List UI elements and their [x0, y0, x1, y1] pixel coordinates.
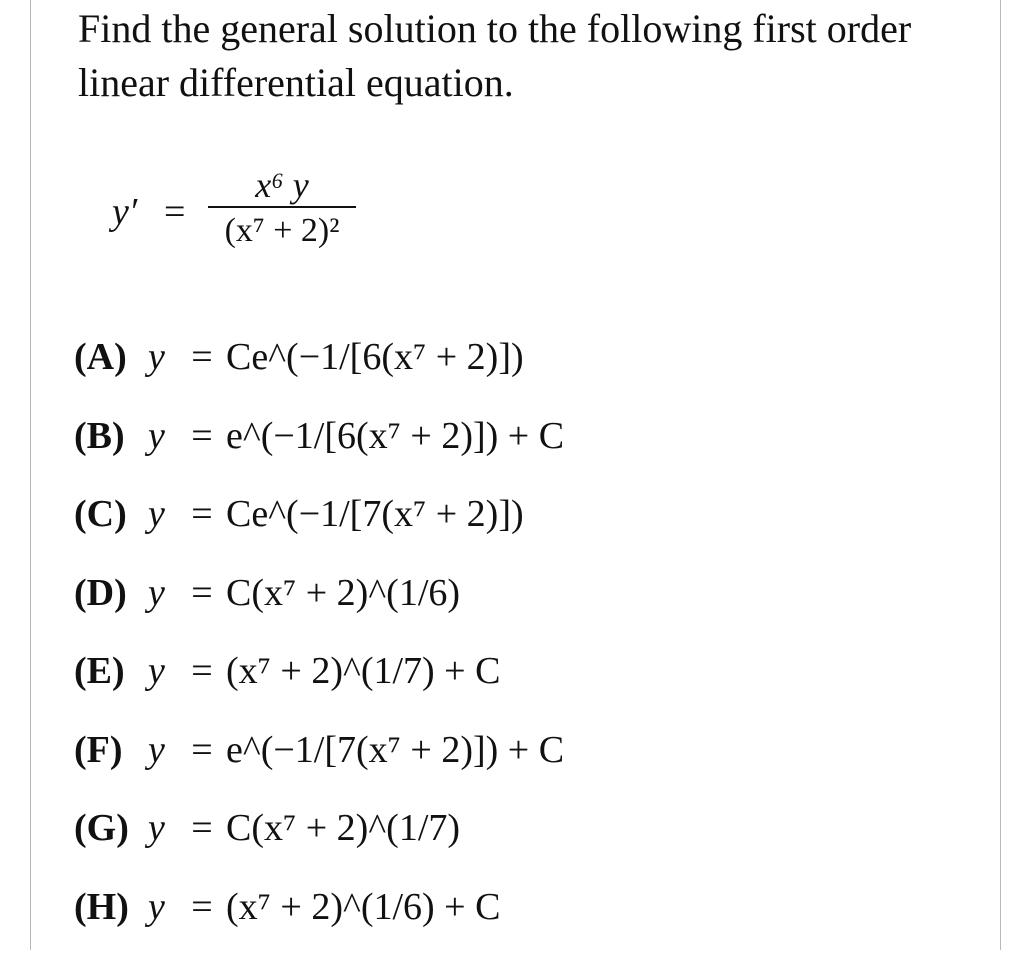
option-expression: (x⁷ + 2)^(1/6) + C — [226, 880, 500, 934]
equation-numerator: x⁶ y — [208, 164, 356, 206]
option-b[interactable] — [74, 409, 954, 488]
option-label: (F) — [74, 723, 148, 777]
option-label: (A) — [74, 330, 148, 384]
option-variable: y — [148, 566, 178, 620]
option-variable: y — [148, 801, 178, 855]
option-equals: = — [178, 566, 226, 620]
option-expression: e^(−1/[6(x⁷ + 2)]) + C — [226, 409, 564, 463]
option-equals: = — [178, 801, 226, 855]
option-equals: = — [178, 723, 226, 777]
option-variable: y — [148, 487, 178, 541]
left-border — [30, 0, 31, 950]
equation-fraction — [208, 160, 356, 260]
option-label: (D) — [74, 566, 148, 620]
equation-equals: = — [164, 190, 185, 234]
right-border — [1000, 0, 1001, 950]
option-equals: = — [178, 409, 226, 463]
option-f[interactable] — [74, 723, 954, 802]
option-variable: y — [148, 723, 178, 777]
option-expression: (x⁷ + 2)^(1/7) + C — [226, 644, 500, 698]
option-variable: y — [148, 330, 178, 384]
option-e[interactable] — [74, 644, 954, 723]
option-expression: Ce^(−1/[6(x⁷ + 2)]) — [226, 330, 524, 384]
option-expression: C(x⁷ + 2)^(1/7) — [226, 801, 460, 855]
option-label: (B) — [74, 409, 148, 463]
option-label: (E) — [74, 644, 148, 698]
option-equals: = — [178, 330, 226, 384]
option-a[interactable] — [74, 330, 954, 409]
option-label: (H) — [74, 880, 148, 934]
option-variable: y — [148, 880, 178, 934]
equation-lhs: y′ — [112, 190, 137, 234]
option-variable: y — [148, 409, 178, 463]
option-label: (C) — [74, 487, 148, 541]
option-expression: C(x⁷ + 2)^(1/6) — [226, 566, 460, 620]
option-d[interactable] — [74, 566, 954, 645]
option-equals: = — [178, 644, 226, 698]
option-c[interactable] — [74, 487, 954, 566]
option-label: (G) — [74, 801, 148, 855]
differential-equation — [112, 160, 392, 260]
question-prompt: Find the general solution to the following first order linear differential equation. — [78, 2, 978, 110]
option-expression: e^(−1/[7(x⁷ + 2)]) + C — [226, 723, 564, 777]
option-expression: Ce^(−1/[7(x⁷ + 2)]) — [226, 487, 524, 541]
option-g[interactable] — [74, 801, 954, 880]
option-equals: = — [178, 487, 226, 541]
option-h[interactable] — [74, 880, 954, 958]
option-equals: = — [178, 880, 226, 934]
option-variable: y — [148, 644, 178, 698]
answer-options — [74, 330, 954, 958]
equation-denominator: (x⁷ + 2)² — [208, 212, 356, 250]
fraction-bar — [208, 206, 356, 208]
